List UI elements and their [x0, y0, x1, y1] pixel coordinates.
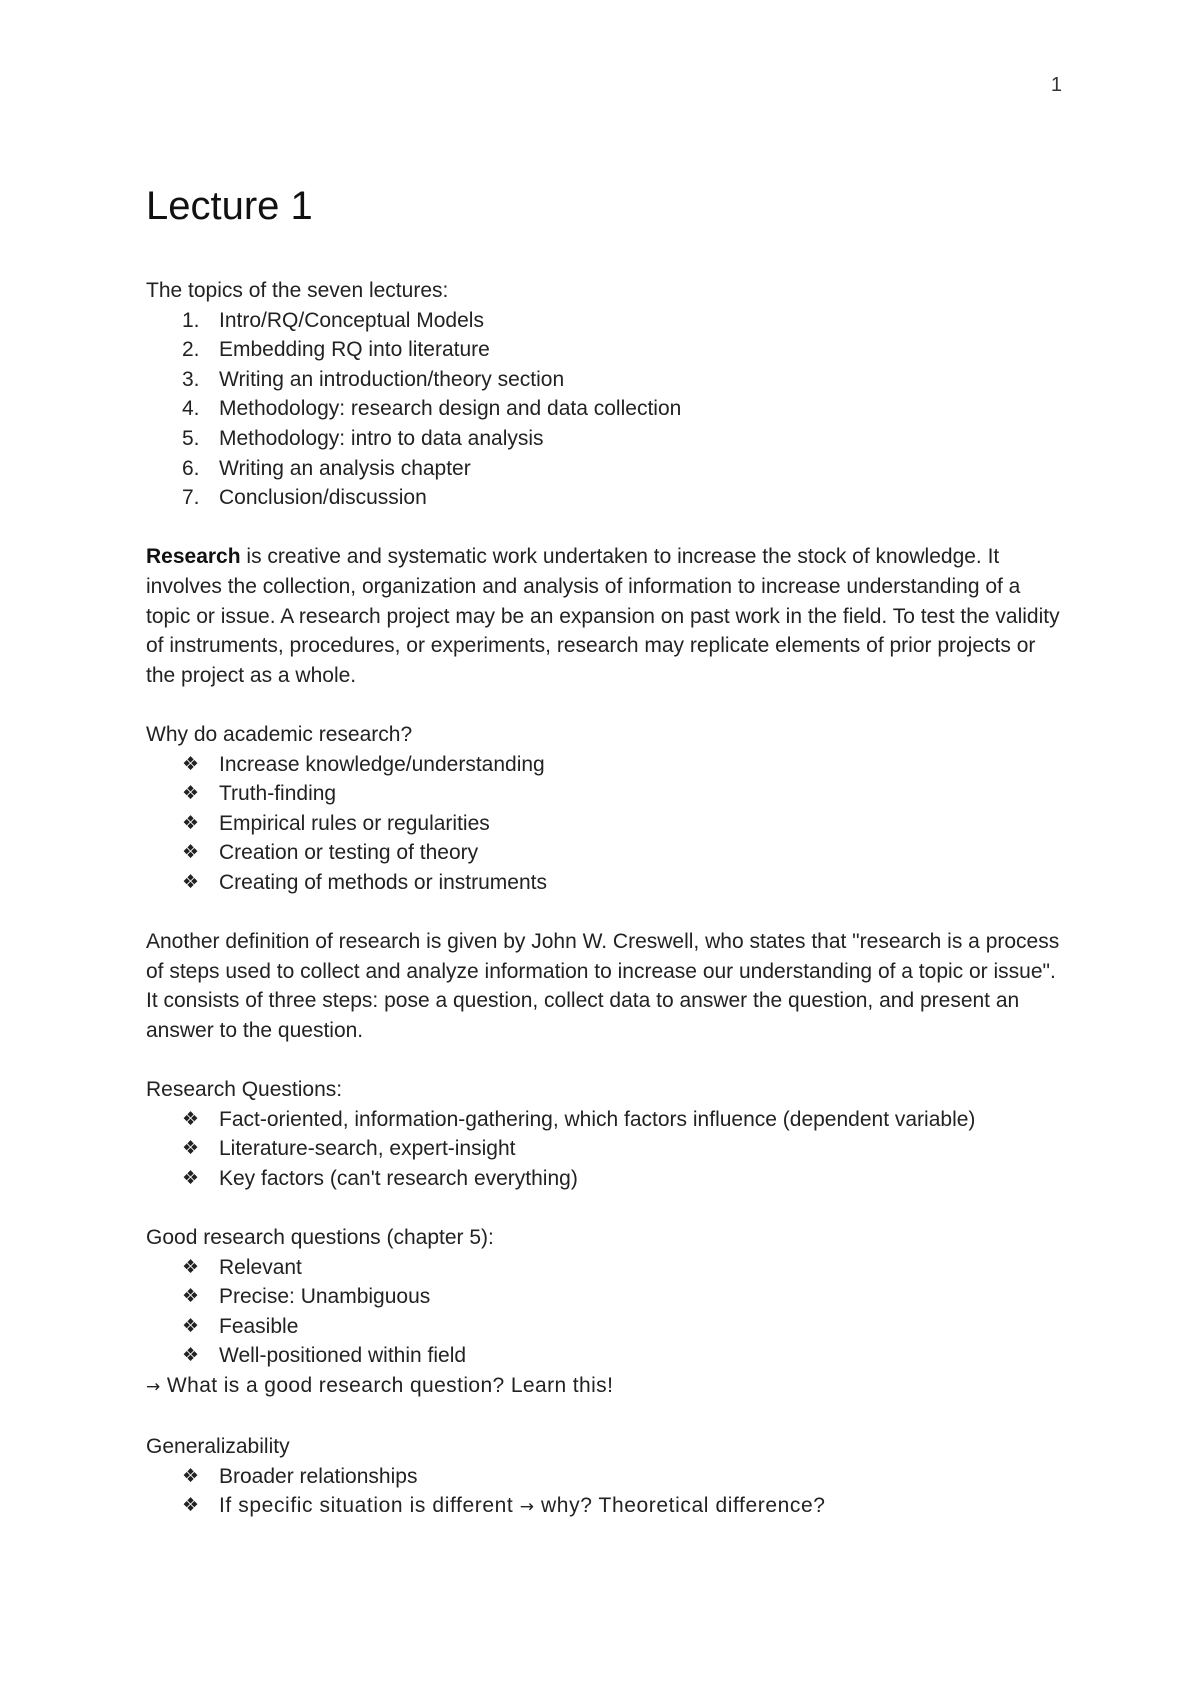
diamond-bullet-icon: ❖ — [182, 1107, 200, 1130]
diamond-bullet-icon: ❖ — [182, 811, 200, 834]
list-number: 5. — [182, 426, 200, 450]
list-item-text: Fact-oriented, information-gathering, which factors influence (dependent variable) — [219, 1107, 976, 1131]
list-item — [146, 424, 1066, 454]
list-item-text: Empirical rules or regularities — [219, 811, 490, 835]
list-item-text: Creating of methods or instruments — [219, 870, 547, 894]
why-research-list — [146, 750, 1066, 898]
list-item — [146, 868, 1066, 898]
learn-note — [146, 1371, 1066, 1403]
list-item-text: Writing an analysis chapter — [219, 456, 471, 480]
list-item-text: Feasible — [219, 1314, 299, 1338]
list-number: 4. — [182, 397, 200, 421]
right-arrow-icon: → — [519, 1497, 535, 1518]
diamond-bullet-icon: ❖ — [182, 1314, 200, 1337]
list-item-text: If specific situation is different — [219, 1494, 520, 1518]
list-item-text: Increase knowledge/understanding — [219, 752, 545, 776]
list-item — [146, 750, 1066, 780]
list-item — [146, 1282, 1066, 1312]
diamond-bullet-icon: ❖ — [182, 1137, 200, 1160]
good-questions-list — [146, 1253, 1066, 1371]
research-definition-paragraph — [146, 542, 1066, 690]
list-item-text: Embedding RQ into literature — [219, 338, 490, 362]
list-item — [146, 1253, 1066, 1283]
diamond-bullet-icon: ❖ — [182, 1255, 200, 1278]
list-item — [146, 1341, 1066, 1371]
list-item — [146, 1105, 1066, 1135]
list-item-text: Broader relationships — [219, 1464, 418, 1488]
good-questions-heading: Good research questions (chapter 5): — [146, 1226, 494, 1249]
list-item — [146, 1312, 1066, 1342]
diamond-bullet-icon: ❖ — [182, 1494, 200, 1517]
learn-note-text: What is a good research question? Learn this! — [160, 1373, 614, 1397]
list-item — [146, 365, 1066, 395]
list-item — [146, 1164, 1066, 1194]
document-title: Lecture 1 — [146, 184, 313, 228]
list-item-text: Writing an introduction/theory section — [219, 367, 565, 391]
generalizability-list — [146, 1462, 1066, 1523]
diamond-bullet-icon: ❖ — [182, 1464, 200, 1487]
list-number: 3. — [182, 367, 200, 391]
list-item-text: Methodology: intro to data analysis — [219, 426, 544, 450]
topics-list — [146, 306, 1066, 513]
diamond-bullet-icon: ❖ — [182, 782, 200, 805]
right-arrow-icon: → — [146, 1376, 161, 1397]
list-item — [146, 1134, 1066, 1164]
list-item-text: Methodology: research design and data collection — [219, 397, 682, 421]
list-item-text: Intro/RQ/Conceptual Models — [219, 308, 484, 332]
list-item — [146, 335, 1066, 365]
list-item — [146, 483, 1066, 513]
diamond-bullet-icon: ❖ — [182, 841, 200, 864]
diamond-bullet-icon: ❖ — [182, 1166, 200, 1189]
research-questions-list — [146, 1105, 1066, 1194]
list-item-text: Truth-finding — [219, 782, 337, 806]
research-questions-heading: Research Questions: — [146, 1078, 343, 1102]
list-item-text: Relevant — [219, 1255, 302, 1279]
creswell-paragraph: Another definition of research is given by John W. Creswell, who states that "research is a process of steps used to collect and analyze information to increase our understanding of a topic or issue". It consists of three steps: pose a question, collect data to answer the question, and present an answer to the question. — [146, 930, 1060, 1042]
list-item-text: Creation or testing of theory — [219, 841, 479, 865]
topics-intro: The topics of the seven lectures: — [146, 279, 449, 302]
why-research-heading: Why do academic research? — [146, 722, 413, 746]
diamond-bullet-icon: ❖ — [182, 752, 200, 775]
research-term: Research — [146, 545, 241, 569]
page-number: 1 — [1050, 74, 1062, 96]
list-item — [146, 454, 1066, 484]
list-item — [146, 1491, 1066, 1523]
list-item-text: Literature-search, expert-insight — [219, 1137, 516, 1161]
list-item — [146, 838, 1066, 868]
list-item — [146, 306, 1066, 336]
list-item-text: why? Theoretical difference? — [534, 1494, 826, 1518]
list-item-text: Precise: Unambiguous — [219, 1285, 431, 1309]
list-item-text: Well-positioned within field — [219, 1344, 467, 1368]
list-number: 1. — [182, 308, 200, 332]
document-body — [146, 182, 1066, 1523]
list-item — [146, 1462, 1066, 1492]
list-number: 7. — [182, 486, 200, 510]
list-item-text: Conclusion/discussion — [219, 486, 427, 510]
diamond-bullet-icon: ❖ — [182, 1285, 200, 1308]
list-item-text: Key factors (can't research everything) — [219, 1166, 578, 1190]
list-item — [146, 809, 1066, 839]
research-definition-text: is creative and systematic work undertaken to increase the stock of knowledge. It involves the collection, organization and analysis of information to increase understanding of a topic or issue. A research project may be an expansion on past work in the field. To test the validity of instruments, procedures, or experiments, research may replicate elements of prior projects or the project as a whole. — [146, 545, 1060, 687]
diamond-bullet-icon: ❖ — [182, 1344, 200, 1367]
list-item — [146, 779, 1066, 809]
list-item — [146, 394, 1066, 424]
diamond-bullet-icon: ❖ — [182, 870, 200, 893]
list-number: 6. — [182, 456, 200, 480]
generalizability-heading: Generalizability — [146, 1435, 290, 1459]
list-number: 2. — [182, 338, 200, 362]
